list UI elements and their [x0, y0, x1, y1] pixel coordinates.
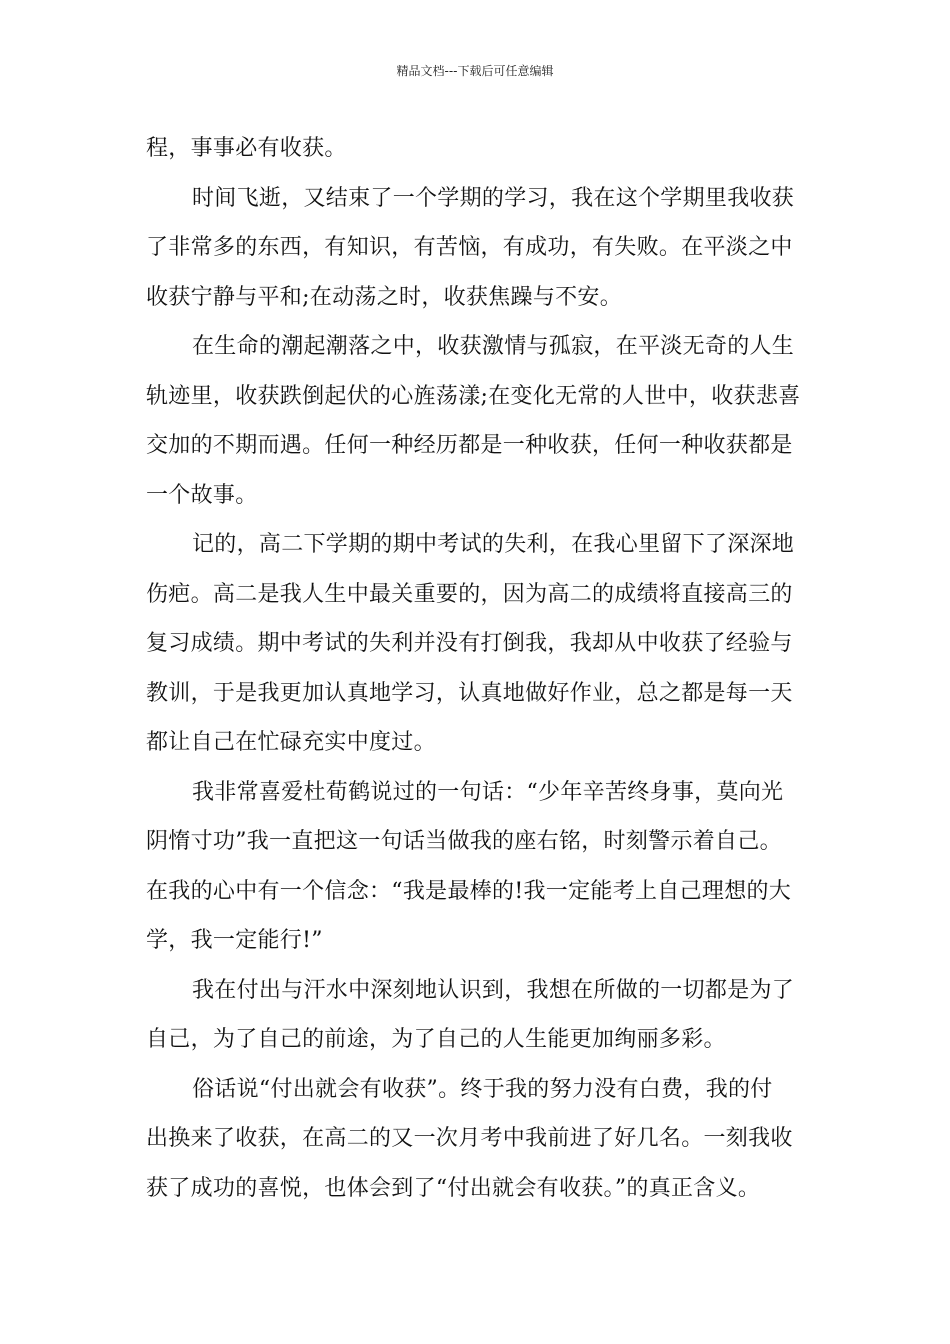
- document-body: [146, 124, 810, 1213]
- text-line: 在生命的潮起潮落之中，收获激情与孤寂，在平淡无奇的人生: [192, 334, 795, 359]
- text-line: 程，事事必有收获。: [146, 136, 347, 161]
- text-line: 记的，高二下学期的期中考试的失利，在我心里留下了深深地: [192, 532, 795, 557]
- text-line: 在我的心中有一个信念：“我是最棒的!我一定能考上自己理想的大: [146, 878, 792, 904]
- text-line: 学，我一定能行!”: [146, 928, 323, 953]
- text-line: 阴惰寸功”我一直把这一句话当做我的座右铭，时刻警示着自己。: [146, 829, 782, 854]
- text-line: 时间飞逝，又结束了一个学期的学习，我在这个学期里我收获: [192, 185, 795, 211]
- text-line: 交加的不期而遇。任何一种经历都是一种收获，任何一种收获都是: [146, 433, 793, 458]
- text-line: 伤疤。高二是我人生中最关重要的，因为高二的成绩将直接高三的: [146, 581, 793, 607]
- text-line: 俗话说“付出就会有收获”。终于我的努力没有白费，我的付: [192, 1076, 773, 1102]
- page-header: 精品文档---下载后可任意编辑: [396, 64, 554, 78]
- text-line: 教训，于是我更加认真地学习，认真地做好作业，总之都是每一天: [146, 680, 793, 706]
- text-line: 复习成绩。期中考试的失利并没有打倒我，我却从中收获了经验与: [146, 631, 793, 656]
- text-line: 获了成功的喜悦，也体会到了“付出就会有收获。”的真正含义。: [146, 1175, 761, 1201]
- text-line: 我非常喜爱杜荀鹤说过的一句话：“少年辛苦终身事，莫向光: [192, 779, 784, 805]
- text-line: 自己，为了自己的前途，为了自己的人生能更加绚丽多彩。: [146, 1027, 726, 1052]
- text-line: 我在付出与汗水中深刻地认识到，我想在所做的一切都是为了: [192, 977, 795, 1003]
- text-line: 出换来了收获，在高二的又一次月考中我前进了好几名。一刻我收: [146, 1126, 793, 1151]
- text-line: 轨迹里，收获跌倒起伏的心旌荡漾;在变化无常的人世中，收获悲喜: [146, 383, 801, 409]
- text-line: 收获宁静与平和;在动荡之时，收获焦躁与不安。: [146, 284, 623, 310]
- text-line: 都让自己在忙碌充实中度过。: [146, 730, 436, 755]
- text-line: 一个故事。: [146, 482, 258, 508]
- text-line: 了非常多的东西，有知识，有苦恼，有成功，有失败。在平淡之中: [146, 235, 793, 260]
